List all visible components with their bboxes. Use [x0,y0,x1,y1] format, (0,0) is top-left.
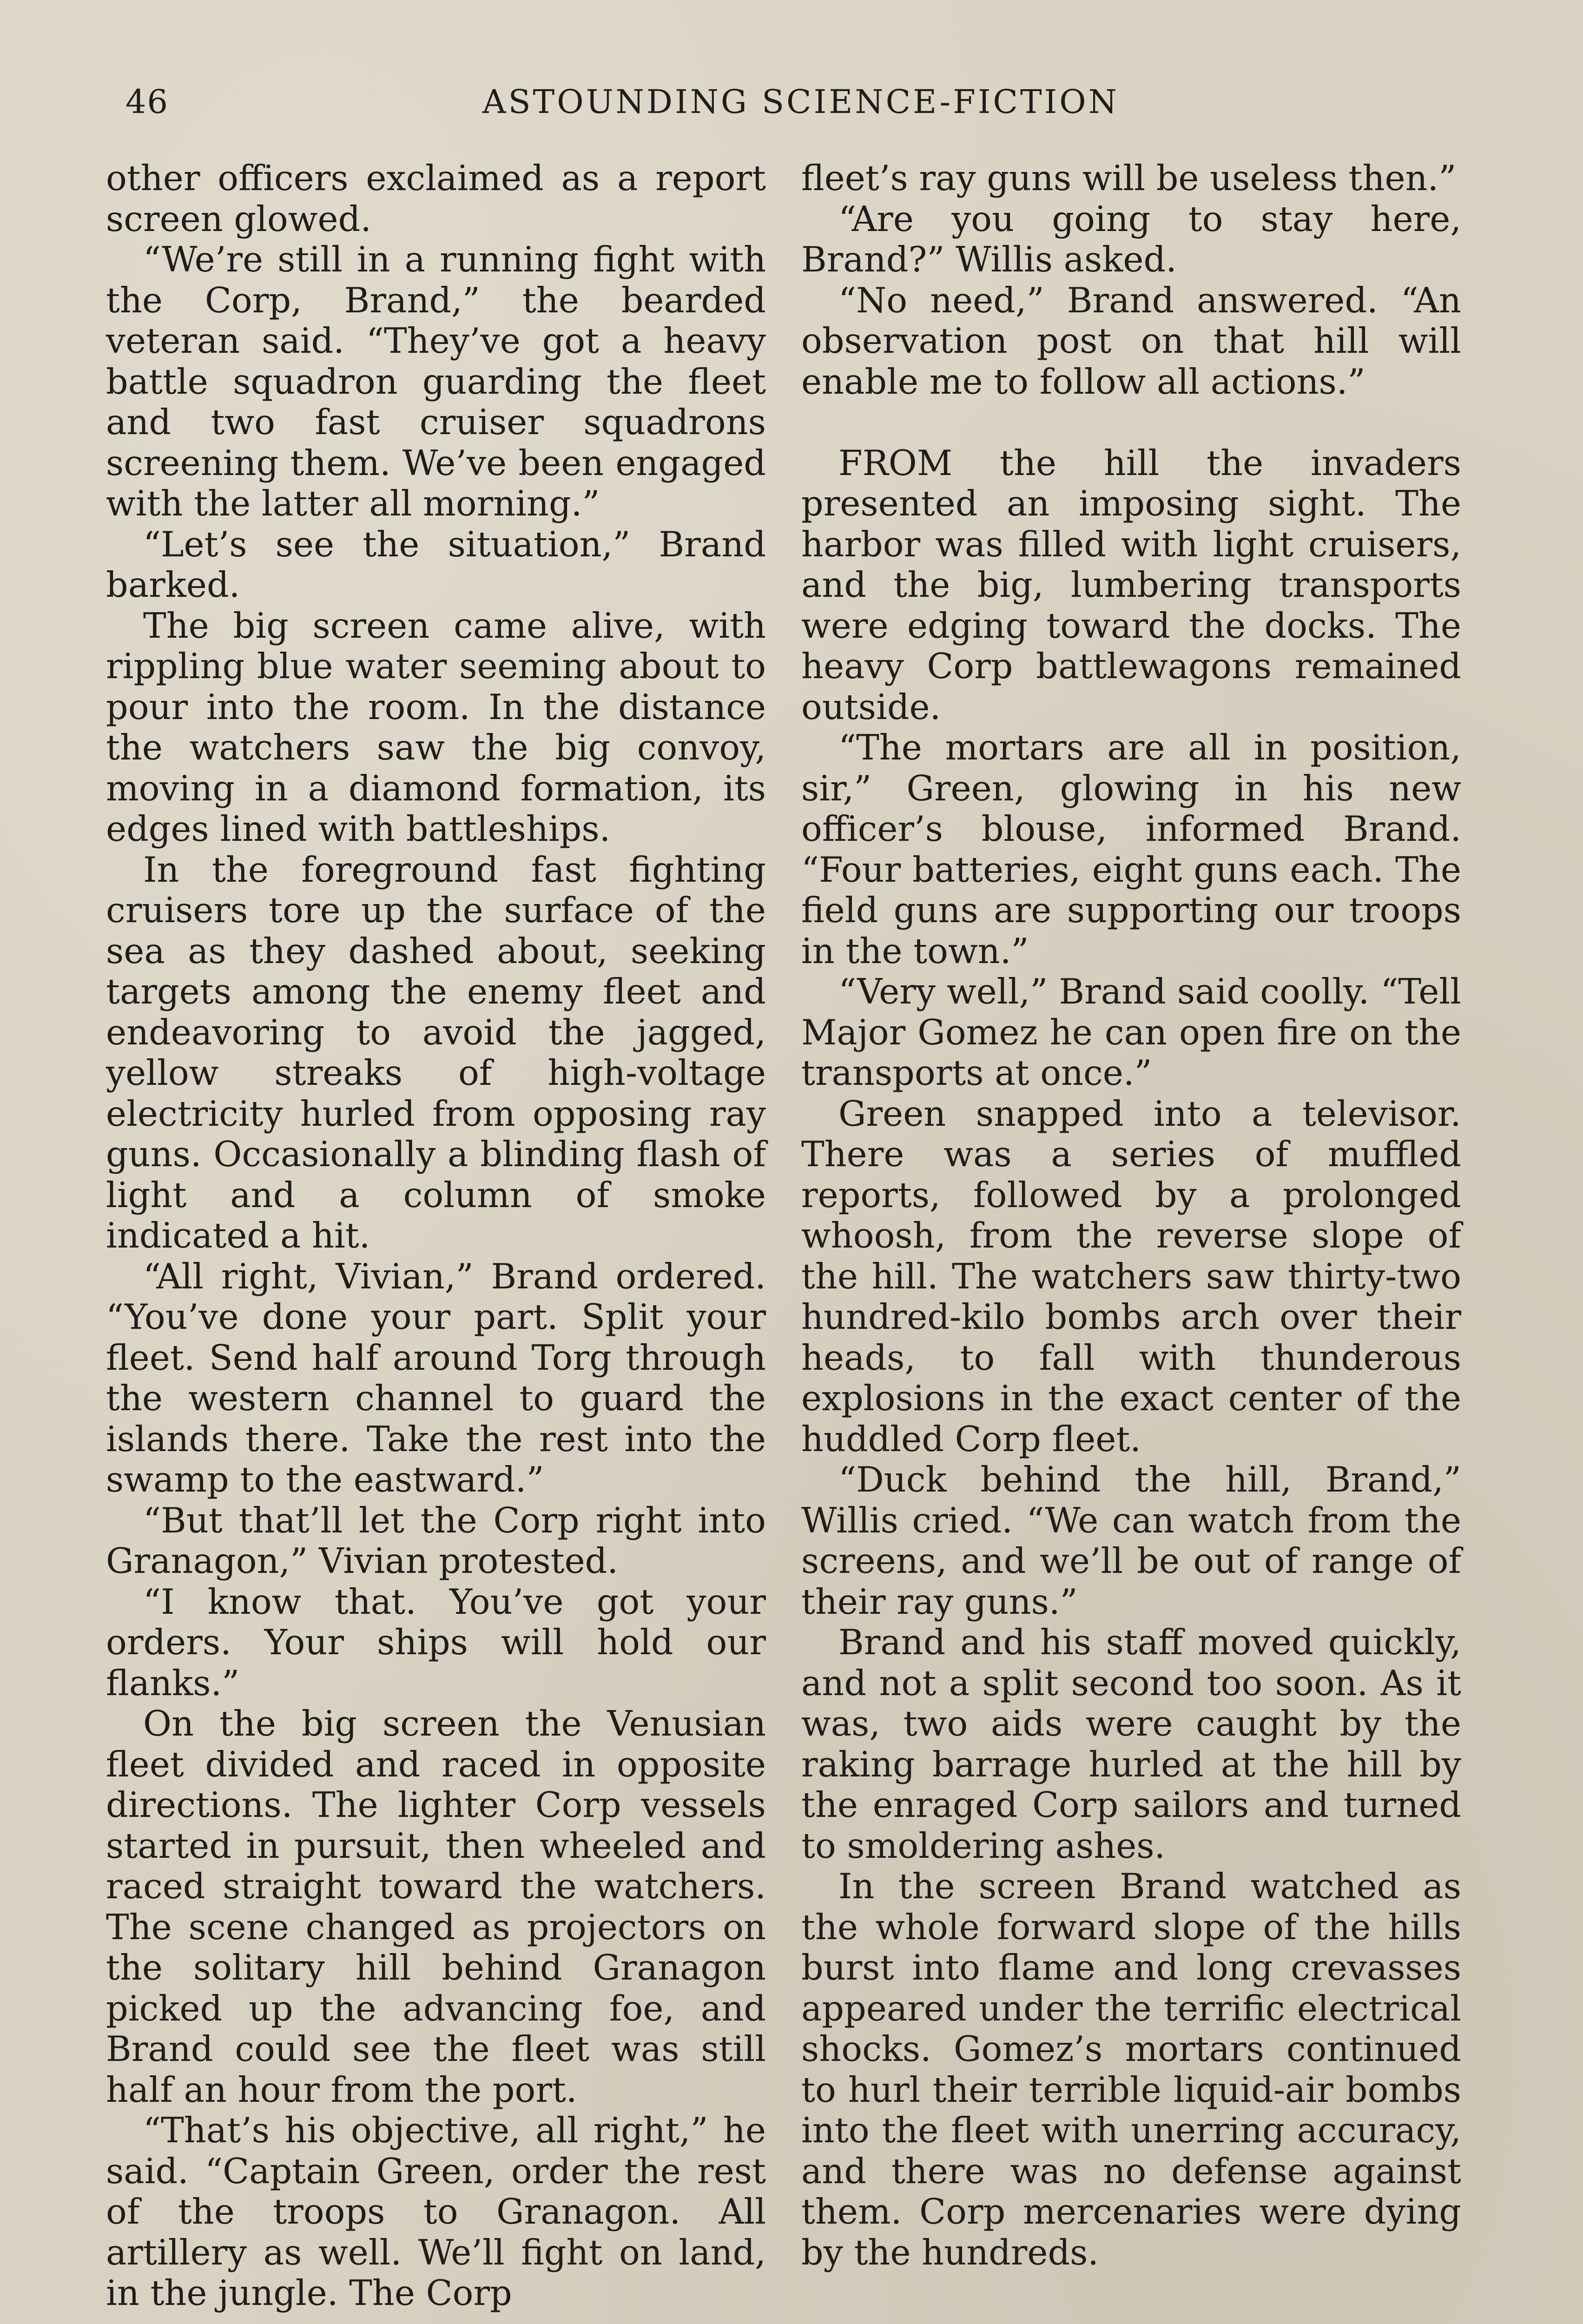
paragraph: “No need,” Brand answered. “An observation post on that hill will enable me to follow all actions.” [801,280,1461,402]
paragraph: Green snapped into a televisor. There was a series of muffled reports, followed by a prolonged whoosh, from the reverse slope of the hill. The watchers saw thirty-two hundred-kilo bombs arch over their heads, to fall with thunderous explosions in the exact center of the huddled Corp fleet. [801,1093,1461,1459]
section-start-paragraph: FROM the hill the invaders presented an imposing sight. The harbor was filled with light cruisers, and the big, lumbering transports were edging toward the docks. The heavy Corp battlewagons remained outside. [801,442,1461,727]
page-number: 46 [125,83,169,121]
paragraph: The big screen came alive, with rippling blue water seeming about to pour into the room. In the distance the watchers saw the big convoy, moving in a diamond formation, its edges lined with battleships. [106,605,766,849]
paragraph: “Are you going to stay here, Brand?” Willis asked. [801,198,1461,280]
paragraph: Brand and his staff moved quickly, and not a split second too soon. As it was, two aids were caught by the raking barrage hurled at the hill by the enraged Corp sailors and turned to smoldering ashes. [801,1622,1461,1866]
right-column [801,158,1461,2273]
paragraph: “We’re still in a running fight with the Corp, Brand,” the bearded veteran said. “They’ve got a heavy battle squadron guarding the fleet and two fast cruiser squadrons screening them. We’ve been engaged with the latter all morning.” [106,239,766,524]
paragraph: “But that’ll let the Corp right into Granagon,” Vivian protested. [106,1500,766,1581]
running-head: ASTOUNDING SCIENCE-FICTION [482,83,1119,121]
paragraph: “Very well,” Brand said coolly. “Tell Major Gomez he can open fire on the transports at once.” [801,971,1461,1093]
paragraph: “The mortars are all in position, sir,” Green, glowing in his new officer’s blouse, informed Brand. “Four batteries, eight guns each. The field guns are supporting our troops in the town.” [801,727,1461,971]
paragraph: In the screen Brand watched as the whole forward slope of the hills burst into flame and long crevasses appeared under the terrific electrical shocks. Gomez’s mortars continued to hurl their terrible liquid-air bombs into the fleet with unerring accuracy, and there was no defense against them. Corp mercenaries were dying by the hundreds. [801,1866,1461,2273]
left-column [106,158,766,2314]
paragraph: In the foreground fast fighting cruisers tore up the surface of the sea as they dashed about, seeking targets among the enemy fleet and endeavoring to avoid the jagged, yellow streaks of high-voltage electricity hurled from opposing ray guns. Occasionally a blinding flash of light and a column of smoke indicated a hit. [106,849,766,1256]
paragraph: other officers exclaimed as a report screen glowed. [106,158,766,239]
paragraph: “Let’s see the situation,” Brand barked. [106,524,766,605]
page-header [125,83,1476,125]
paragraph: “That’s his objective, all right,” he said. “Captain Green, order the rest of the troops to Granagon. All artillery as well. We’ll fight on land, in the jungle. The Corp [106,2110,766,2313]
paragraph: “All right, Vivian,” Brand ordered. “You’ve done your part. Split your fleet. Send half around Torg through the western channel to guard the islands there. Take the rest into the swamp to the eastward.” [106,1256,766,1500]
paragraph: “Duck behind the hill, Brand,” Willis cried. “We can watch from the screens, and we’ll be out of range of their ray guns.” [801,1459,1461,1622]
paragraph: On the big screen the Venusian fleet divided and raced in opposite directions. The lighter Corp vessels started in pursuit, then wheeled and raced straight toward the watchers. The scene changed as projectors on the solitary hill behind Granagon picked up the advancing foe, and Brand could see the fleet was still half an hour from the port. [106,1703,766,2110]
paragraph: “I know that. You’ve got your orders. Your ships will hold our flanks.” [106,1581,766,1703]
paragraph: fleet’s ray guns will be useless then.” [801,158,1457,198]
